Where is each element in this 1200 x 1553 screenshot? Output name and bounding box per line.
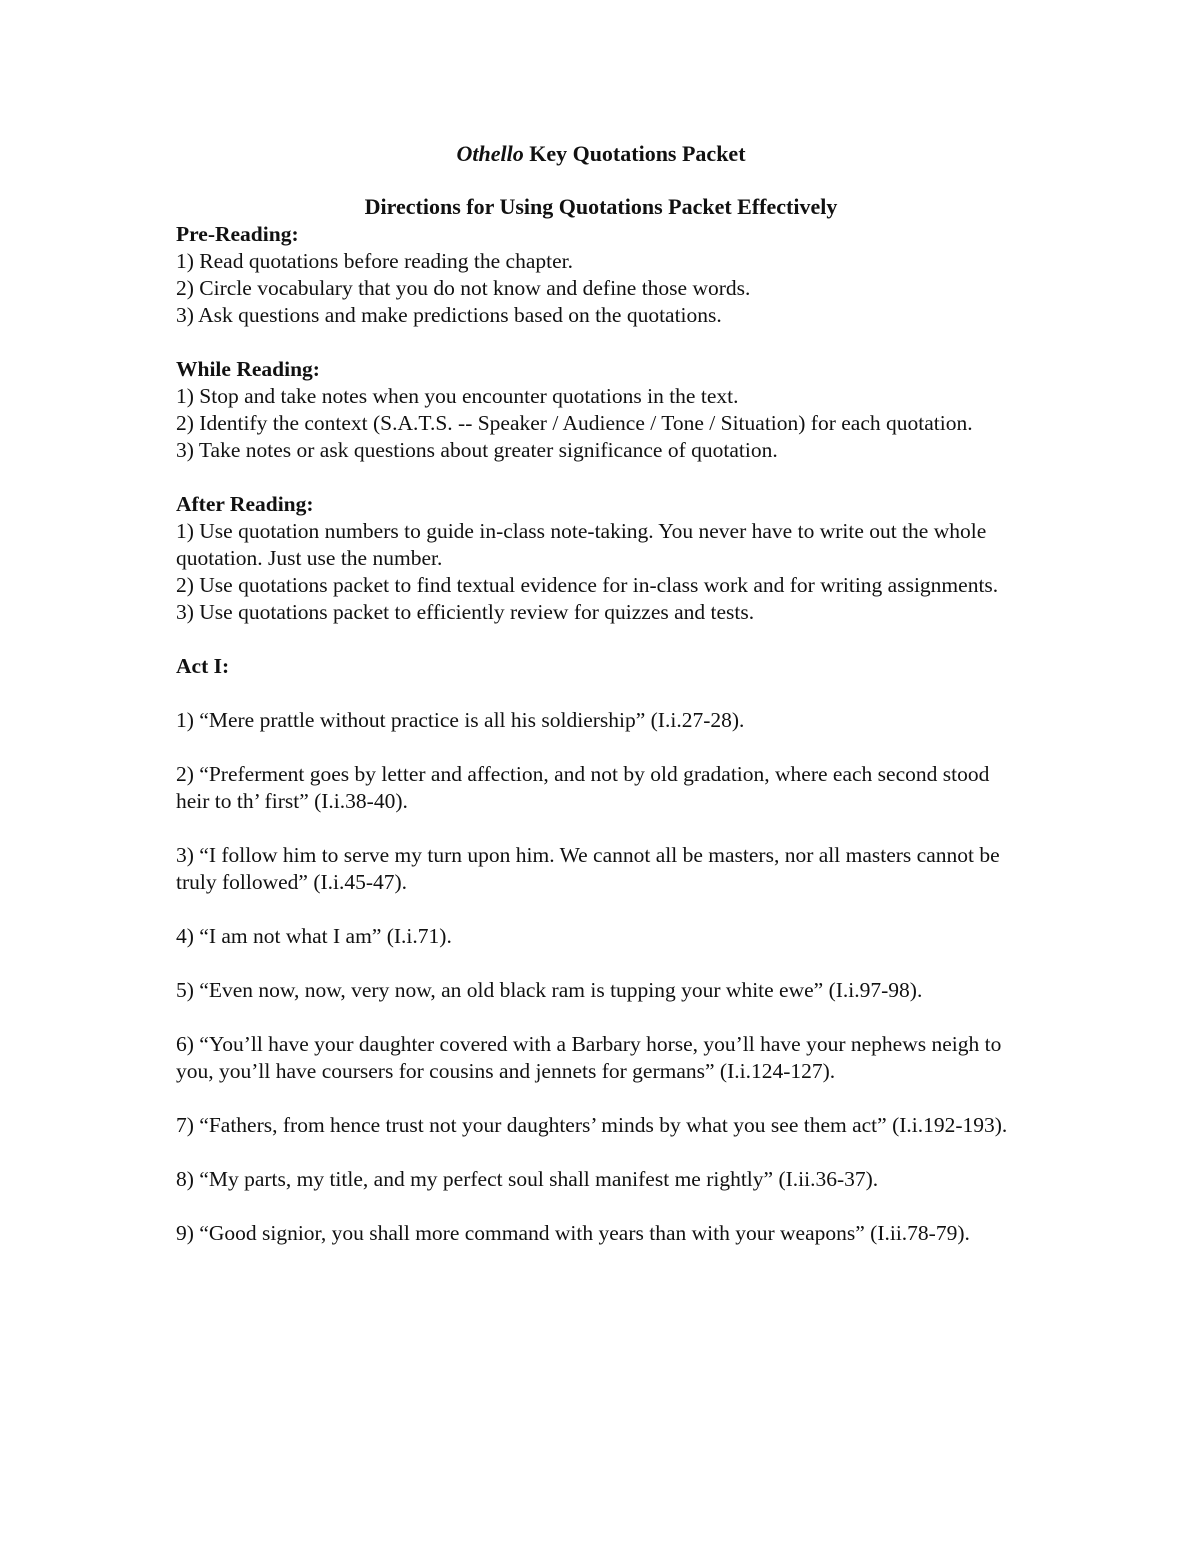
list-item: 1) Read quotations before reading the chapter. [176, 249, 574, 273]
page-title [176, 140, 1026, 168]
quotation-item: 7) “Fathers, from hence trust not your daughters’ minds by what you see them act” (I.i.192-193). [176, 1113, 1008, 1137]
section-heading: After Reading: [176, 492, 314, 516]
section-pre-reading [176, 221, 1026, 329]
section-heading: Pre-Reading: [176, 222, 299, 246]
title-rest: Key Quotations Packet [523, 141, 746, 166]
quotation-item: 4) “I am not what I am” (I.i.71). [176, 924, 452, 948]
act-heading: Act I: [176, 654, 230, 678]
section-heading: While Reading: [176, 357, 320, 381]
list-item: 2) Use quotations packet to find textual evidence for in-class work and for writing assignments. [176, 573, 999, 597]
list-item: 2) Identify the context (S.A.T.S. -- Speaker / Audience / Tone / Situation) for each quotation. [176, 411, 973, 435]
list-item: 3) Take notes or ask questions about greater significance of quotation. [176, 438, 778, 462]
list-item: 3) Use quotations packet to efficiently review for quizzes and tests. [176, 600, 755, 624]
quotation-item: 2) “Preferment goes by letter and affection, and not by old gradation, where each second stood heir to th’ first” (I.i.38-40). [176, 762, 990, 813]
quotation-item: 9) “Good signior, you shall more command with years than with your weapons” (I.ii.78-79). [176, 1221, 970, 1245]
directions-heading: Directions for Using Quotations Packet Effectively [364, 194, 838, 219]
section-while-reading [176, 356, 1026, 464]
list-item: 1) Stop and take notes when you encounter quotations in the text. [176, 384, 739, 408]
document-page [176, 140, 1026, 1274]
quotation-list [176, 707, 1026, 1247]
quotation-item: 8) “My parts, my title, and my perfect soul shall manifest me rightly” (I.ii.36-37). [176, 1167, 879, 1191]
quotation-item: 6) “You’ll have your daughter covered with a Barbary horse, you’ll have your nephews neigh to you, you’ll have coursers for cousins and jennets for germans” (I.i.124-127). [176, 1032, 1002, 1083]
list-item: 2) Circle vocabulary that you do not know and define those words. [176, 276, 751, 300]
title-italic-play-name: Othello [456, 141, 524, 166]
section-after-reading [176, 491, 1026, 626]
list-item: 3) Ask questions and make predictions based on the quotations. [176, 303, 722, 327]
quotation-item: 3) “I follow him to serve my turn upon him. We cannot all be masters, nor all masters cannot be truly followed” (I.i.45-47). [176, 843, 1000, 894]
quotation-item: 1) “Mere prattle without practice is all his soldiership” (I.i.27-28). [176, 708, 745, 732]
list-item: 1) Use quotation numbers to guide in-class note-taking. You never have to write out the whole quotation. Just use the number. [176, 519, 987, 570]
quotation-item: 5) “Even now, now, very now, an old black ram is tupping your white ewe” (I.i.97-98). [176, 978, 923, 1002]
